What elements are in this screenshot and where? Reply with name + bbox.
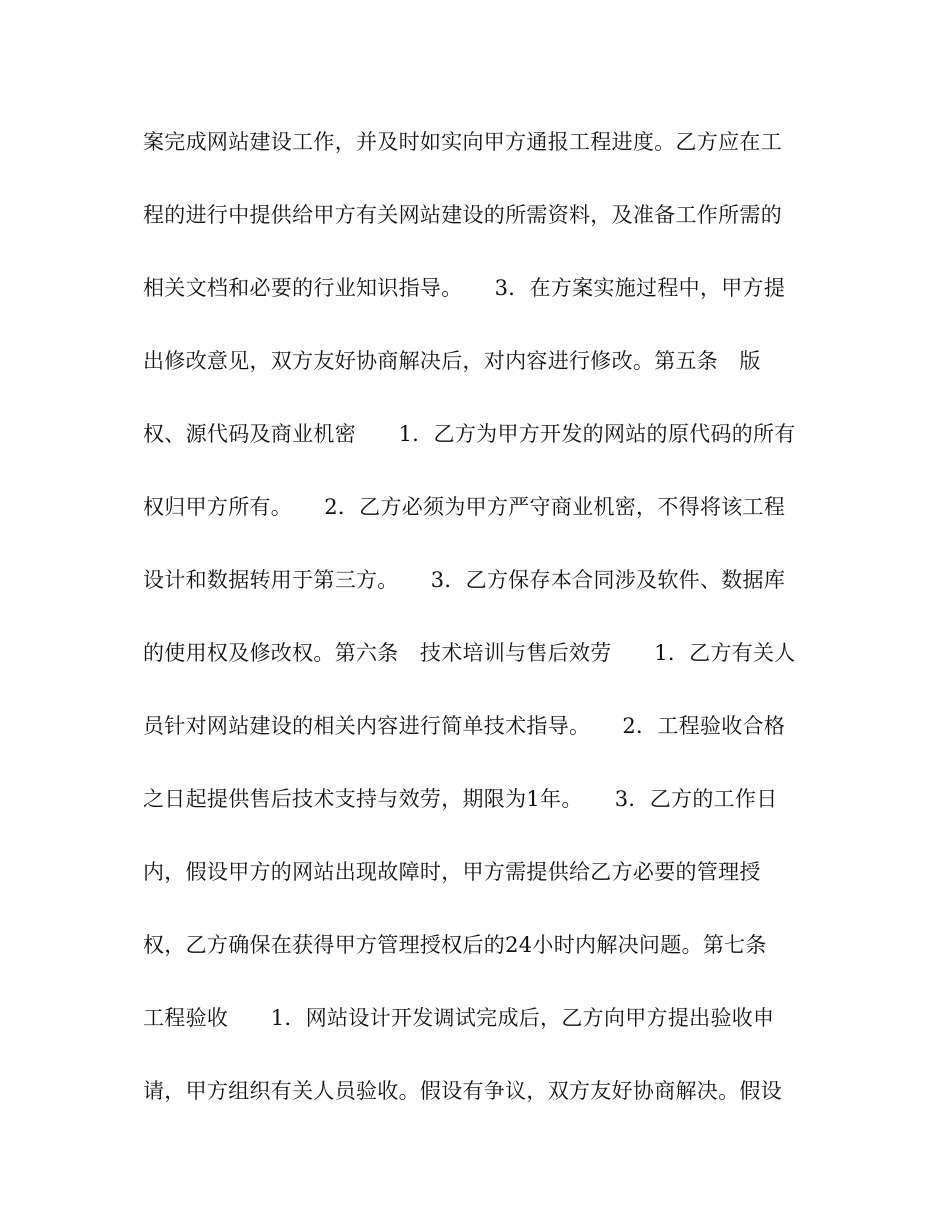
body-text-line: 权、源代码及商业机密 1．乙方为甲方开发的网站的原代码的所有 bbox=[143, 422, 796, 446]
body-text-line: 员针对网站建设的相关内容进行简单技术指导。 2．工程验收合格 bbox=[143, 714, 786, 738]
body-text-line: 出修改意见，双方友好协商解决后，对内容进行修改。第五条 版 bbox=[143, 349, 761, 373]
body-text-line: 请，甲方组织有关人员验收。假设有争议，双方友好协商解决。假设 bbox=[143, 1079, 782, 1103]
body-text-line: 权归甲方所有。 2．乙方必须为甲方严守商业机密，不得将该工程 bbox=[143, 495, 786, 519]
body-text-line: 的使用权及修改权。第六条 技术培训与售后效劳 1．乙方有关人 bbox=[143, 641, 796, 665]
body-text-line: 内，假设甲方的网站出现故障时，甲方需提供给乙方必要的管理授 bbox=[143, 860, 761, 884]
body-text-line: 设计和数据转用于第三方。 3．乙方保存本合同涉及软件、数据库 bbox=[143, 568, 786, 592]
body-text-line: 相关文档和必要的行业知识指导。 3．在方案实施过程中，甲方提 bbox=[143, 276, 786, 300]
body-text-line: 程的进行中提供给甲方有关网站建设的所需资料，及准备工作所需的 bbox=[143, 203, 782, 227]
body-text-line: 之日起提供售后技术支持与效劳，期限为1年。 3．乙方的工作日 bbox=[143, 787, 778, 811]
body-text-line: 工程验收 1．网站设计开发调试完成后，乙方向甲方提出验收申 bbox=[143, 1006, 775, 1030]
body-text-line: 权，乙方确保在获得甲方管理授权后的24小时内解决问题。第七条 bbox=[143, 933, 767, 957]
body-text-line: 案完成网站建设工作，并及时如实向甲方通报工程进度。乙方应在工 bbox=[143, 130, 782, 154]
